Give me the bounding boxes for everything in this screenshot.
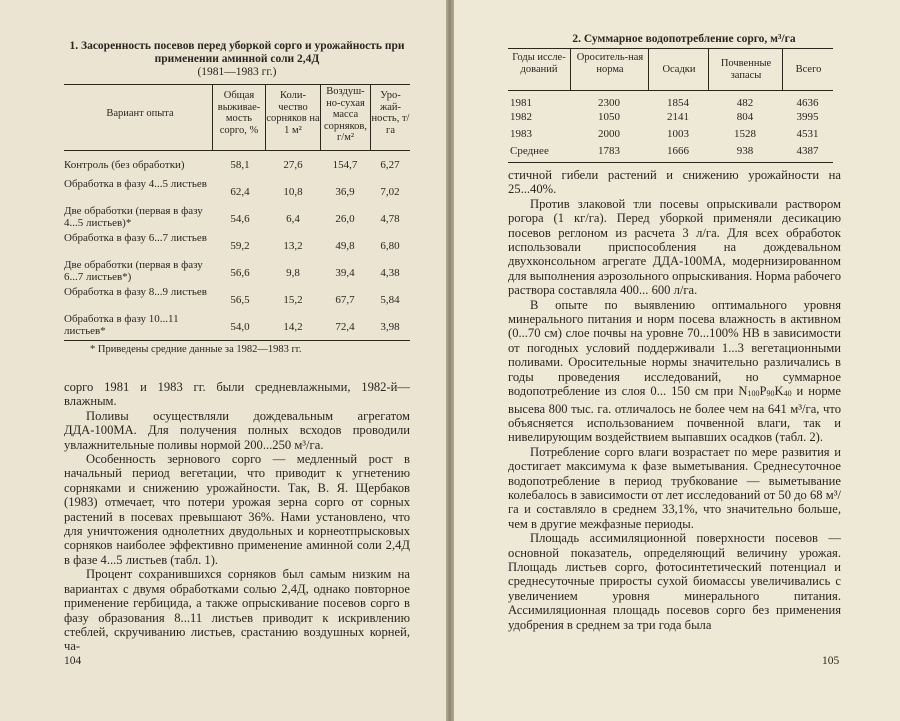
cell-irrigation: 1783 [598,145,620,157]
cell-yield: 4,78 [380,213,400,225]
table1-top-rule [64,84,410,85]
table1-footnote: * Приведены средние данные за 1982—1983 гг. [90,344,302,355]
cell-precip: 1854 [667,97,689,109]
cell-share: 62,4 [230,186,250,198]
table2-col-divider [648,48,649,90]
cell-mass: 154,7 [332,159,358,171]
row-label: Контроль (без обработки) [64,159,185,171]
cell-yield: 4,38 [380,267,400,279]
left-body-text [64,380,410,654]
left-page [0,0,446,721]
row-label: Обработка в фазу 4...5 листьев [64,178,207,190]
cell-count: 15,2 [283,294,303,306]
table2-col-divider [570,48,571,90]
cell-share: 56,6 [230,267,250,279]
table1-header-rule [64,150,410,151]
paragraph-part: и норме высева 800 тыс. га. отличалось не более чем на 641 м³/га, что объясняется использованием почвенной влаги, так и нивелирующим воздействием выпавших осадков (табл. 2). [508,384,841,445]
book-gutter [446,0,454,721]
formula-k-sub: 40 [783,389,792,399]
header-mass: Воздуш-но-сухая масса сорняков, г/м² [323,86,367,143]
table2-header-rule [508,90,833,91]
table2-title: 2. Суммарное водопотребление сорго, м³/га [572,33,796,45]
cell-total: 3995 [796,111,819,123]
cell-precip: 2141 [667,111,689,123]
header-precip: Осадки [662,64,696,75]
paragraph [508,298,841,445]
npk-formula [738,384,791,398]
cell-mass: 26,0 [335,213,355,225]
table1-subtitle: (1981—1983 гг.) [197,66,277,78]
cell-mass: 49,8 [335,240,355,252]
row-label: Обработка в фазу 6...7 листьев [64,232,207,244]
cell-year: 1981 [510,97,532,109]
cell-soil: 804 [736,111,754,123]
cell-share: 58,1 [230,159,250,171]
cell-yield: 6,80 [380,240,400,252]
paragraph: Потребление сорго влаги возрастает по мере развития и достигает максимума к фазе выметывания. Среднесуточное водопотребление в период трубкование — выметывание колебалось в зависимости от лет исследований от 50 до 68 м³/га и составляло в среднем 33,1%, что значительно больше, чем в другие межфазные периоды. [508,444,841,531]
cell-mass: 36,9 [335,186,355,198]
cell-share: 54,6 [230,213,250,225]
table2-bottom-rule [508,162,833,163]
table2-col-divider [708,48,709,90]
page-number: 105 [822,655,840,667]
cell-year: Среднее [510,145,549,157]
cell-mass: 39,4 [335,267,355,279]
right-body-text [508,168,841,632]
cell-precip: 1666 [667,145,689,157]
paragraph: Особенность зернового сорго — медленный рост в начальный период вегетации, что приводит к угнетению сорняками и снижению урожайности. Так, В. Я. Щербаков (1983) отмечает, что потери урожая зерна сорго от сорных растений в посевах превышают 36%. Нами установлено, что для уничтожения однолетних двудольных и корнеотпрысковых сорняков наиболее эффективно применение аминной соли 2,4Д в фазе 4...5 листьев (табл. 1). [64,452,410,567]
cell-count: 27,6 [283,159,303,171]
header-yield: Уро-жай-ность, т/га [371,90,410,136]
cell-year: 1982 [510,111,532,123]
header-years: Годы иссле-дований [512,52,566,75]
cell-count: 10,8 [283,186,303,198]
paragraph: стичной гибели растений и снижению урожайности на 25...40%. [508,168,841,197]
cell-yield: 5,84 [380,294,400,306]
formula-n-sub: 100 [747,389,760,399]
cell-share: 59,2 [230,240,250,252]
table2-top-rule [508,48,833,49]
paragraph: Процент сохранившихся сорняков был самым низким на вариантах с двумя обработками солью 2,4Д, однако повторное применение гербицида, а также опрыскивание посевов сорго в фазу образования 8...11 листьев приводит к искривлению стеблей, скручиванию листьев, срастанию воздушных корней, ча- [64,567,410,654]
cell-irrigation: 2000 [598,128,620,140]
cell-year: 1983 [510,128,532,140]
cell-irrigation: 1050 [598,111,620,123]
header-count: Коли-чество сорняков на 1 м² [266,90,320,136]
page-number: 104 [64,655,82,667]
cell-total: 4636 [796,97,819,109]
cell-total: 4387 [796,145,819,157]
cell-count: 14,2 [283,321,303,333]
cell-yield: 3,98 [380,321,400,333]
cell-mass: 67,7 [335,294,355,306]
table1-title [64,40,410,79]
header-share: Общая выживае-мость сорго, % [217,90,261,136]
row-label: Две обработки (первая в фазу 6...7 листьев*) [64,259,203,283]
table1-title-text: 1. Засоренность посевов перед уборкой сорго и урожайность при применении аминной соли 2,4Д [69,40,405,65]
table1-bottom-rule [64,340,410,341]
cell-share: 56,5 [230,294,250,306]
paragraph: сорго 1981 и 1983 гг. были средневлажными, 1982-й— влажным. [64,380,410,409]
row-label: Две обработки (первая в фазу 4...5 листьев)* [64,205,203,229]
paragraph: Площадь ассимиляционной поверхности посевов — основной показатель, определяющий величину урожая. Площадь листьев сорго, фотосинтетический потенциал и среднесуточные приросты сухой биомассы увеличивались с увеличением уровня минерального питания. Ассимиляционная площадь посевов сорго без применения удобрения в среднем за три года была [508,531,841,632]
cell-yield: 7,02 [380,186,400,198]
cell-precip: 1003 [667,128,689,140]
row-label: Обработка в фазу 8...9 листьев [64,286,207,298]
cell-soil: 482 [736,97,754,109]
paragraph: Поливы осуществляли дождевальным агрегатом ДДА-100МА. Для получения полных всходов проводили увлажнительные поливы нормой 200...250 м³/га. [64,408,410,452]
paragraph-part: В опыте по выявлению оптимального уровня минерального питания и норм посева влажность в активном (0...70 см) слое почвы на уровне 70...100% НВ в зависимости от погодных условий поддерживали 1...3 вегетационными поливами. Оросительные нормы значительно различались в годы проведения исследований, но суммарное водопотребление из слоя 0... 150 см при [508,297,841,399]
formula-k: K [774,384,784,399]
cell-mass: 72,4 [335,321,355,333]
cell-irrigation: 2300 [598,97,620,109]
header-irrigation: Ороситель-ная норма [576,52,644,75]
cell-total: 4531 [796,128,819,140]
formula-p: P [759,384,767,399]
header-total: Всего [795,64,822,75]
cell-count: 6,4 [286,213,300,225]
cell-soil: 1528 [734,128,756,140]
table2-col-divider [782,48,783,90]
cell-count: 9,8 [286,267,300,279]
row-label: Обработка в фазу 10...11 листьев* [64,313,179,337]
cell-soil: 938 [736,145,754,157]
formula-n: N [738,384,748,399]
header-soil: Почвенные запасы [720,58,772,81]
cell-yield: 6,27 [380,159,400,171]
cell-count: 13,2 [283,240,303,252]
header-variant: Вариант опыта [106,108,174,119]
formula-p-sub: 90 [766,389,775,399]
cell-share: 54,0 [230,321,250,333]
paragraph: Против злаковой тли посевы опрыскивали раствором рогора (1 кг/га). Перед уборкой применяли десикацию посевов реглоном из расчета 3 л/га. Для всех обработок использовали приспособления на дождевальном двухконсольном агрегате ДДА-100МА, модернизированном для выполнения аэрозольного опрыскивания. Норма рабочего раствора составляла 400... 600 л/га. [508,196,841,298]
